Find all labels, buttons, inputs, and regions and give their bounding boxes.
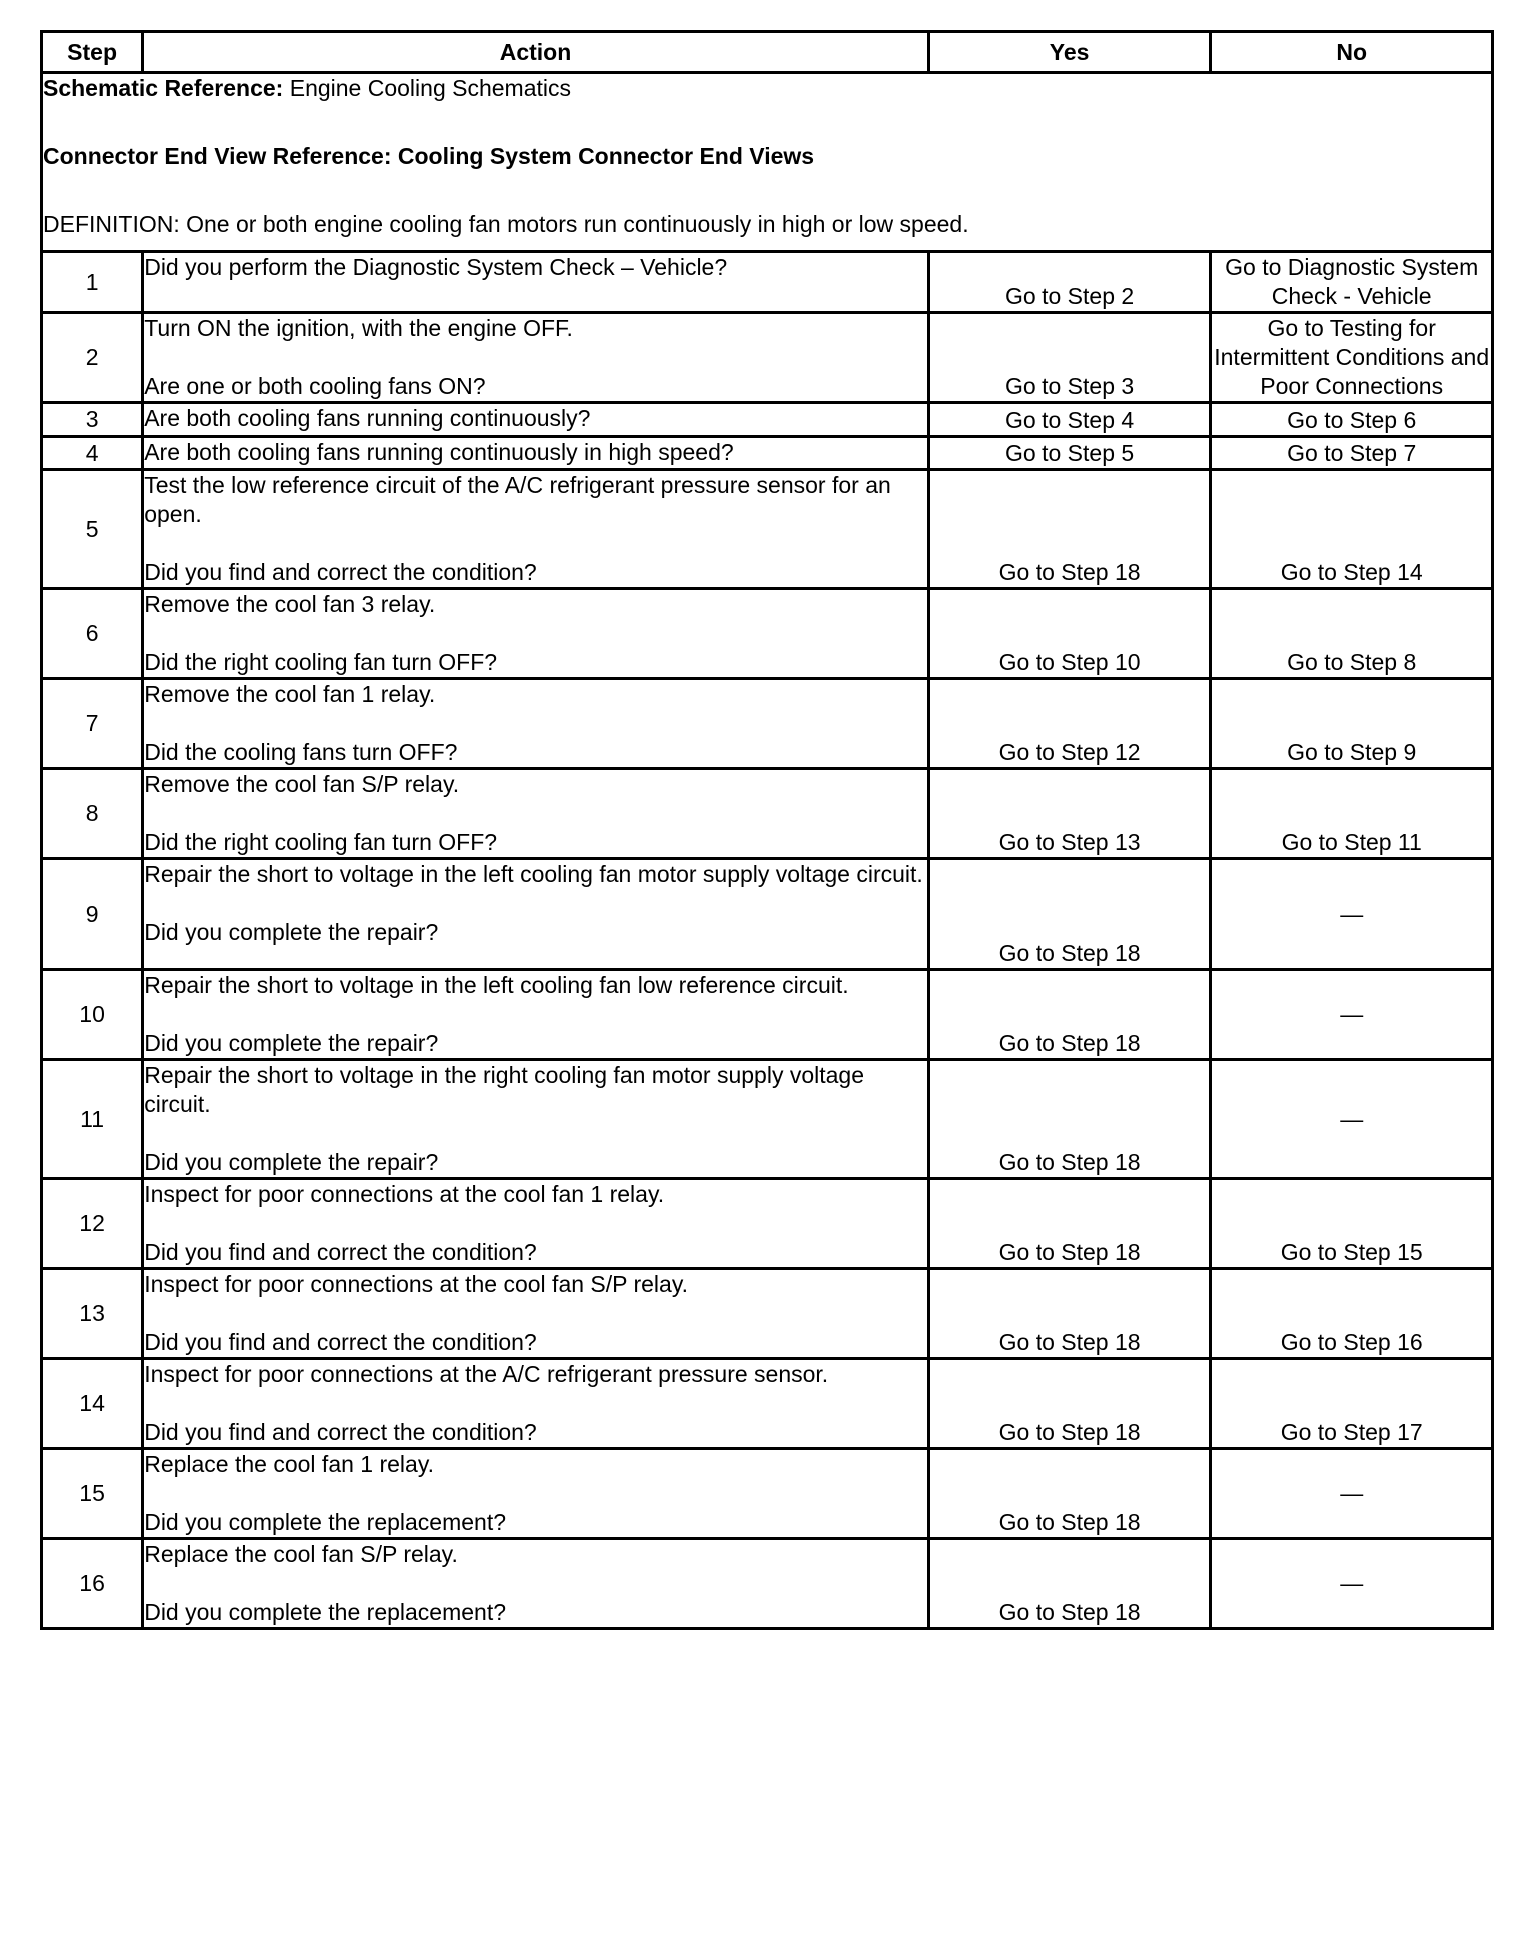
yes-result: Go to Step 18 <box>928 859 1211 970</box>
step-instruction: Remove the cool fan S/P relay. <box>144 771 460 797</box>
step-number: 7 <box>42 679 143 769</box>
no-result-dash: — <box>1211 1060 1493 1179</box>
step-number: 6 <box>42 589 143 679</box>
step-action <box>143 679 929 769</box>
step-action <box>143 859 929 970</box>
reference-row <box>42 73 1493 252</box>
step-action <box>143 970 929 1060</box>
step-number: 13 <box>42 1269 143 1359</box>
step-question: Did you find and correct the condition? <box>144 1419 537 1445</box>
step-row <box>42 437 1493 470</box>
no-result: Go to Step 15 <box>1211 1179 1493 1269</box>
step-row <box>42 769 1493 859</box>
step-question: Are one or both cooling fans ON? <box>144 373 486 399</box>
yes-result: Go to Step 12 <box>928 679 1211 769</box>
schematic-reference <box>43 74 1491 103</box>
step-number: 4 <box>42 437 143 470</box>
step-row <box>42 1359 1493 1449</box>
yes-result: Go to Step 18 <box>928 1269 1211 1359</box>
step-number: 16 <box>42 1539 143 1629</box>
diagnostic-table <box>40 30 1494 1630</box>
no-result-dash: — <box>1211 1449 1493 1539</box>
step-row <box>42 589 1493 679</box>
step-row <box>42 1179 1493 1269</box>
step-row <box>42 1060 1493 1179</box>
header-step: Step <box>42 32 143 73</box>
definition: DEFINITION: One or both engine cooling fan motors run continuously in high or low speed. <box>43 211 969 237</box>
step-row <box>42 1449 1493 1539</box>
step-row <box>42 970 1493 1060</box>
step-row <box>42 859 1493 970</box>
step-instruction: Test the low reference circuit of the A/C refrigerant pressure sensor for an open. <box>144 472 891 527</box>
yes-result: Go to Step 18 <box>928 470 1211 589</box>
no-result-dash: — <box>1211 859 1493 970</box>
header-row <box>42 32 1493 73</box>
no-result: Go to Testing for Intermittent Conditions and Poor Connections <box>1211 313 1493 403</box>
yes-result: Go to Step 2 <box>928 252 1211 313</box>
step-action <box>143 437 929 470</box>
step-instruction: Turn ON the ignition, with the engine OFF. <box>144 315 573 341</box>
step-action <box>143 252 929 313</box>
step-question: Did you complete the replacement? <box>144 1599 507 1625</box>
step-question: Did the right cooling fan turn OFF? <box>144 649 498 675</box>
step-action <box>143 1060 929 1179</box>
step-action <box>143 589 929 679</box>
step-action <box>143 769 929 859</box>
yes-result: Go to Step 3 <box>928 313 1211 403</box>
no-result: Go to Step 7 <box>1211 437 1493 470</box>
step-row <box>42 313 1493 403</box>
yes-result: Go to Step 13 <box>928 769 1211 859</box>
yes-result: Go to Step 18 <box>928 1060 1211 1179</box>
step-question: Did you complete the repair? <box>144 1030 439 1056</box>
yes-result: Go to Step 18 <box>928 1449 1211 1539</box>
reference-cell <box>42 73 1493 252</box>
step-instruction: Remove the cool fan 1 relay. <box>144 681 436 707</box>
step-row <box>42 470 1493 589</box>
step-instruction: Inspect for poor connections at the A/C refrigerant pressure sensor. <box>144 1361 829 1387</box>
step-row <box>42 1539 1493 1629</box>
header-no: No <box>1211 32 1493 73</box>
step-instruction: Repair the short to voltage in the left cooling fan motor supply voltage circuit. <box>144 861 923 887</box>
header-yes: Yes <box>928 32 1211 73</box>
yes-result: Go to Step 18 <box>928 1539 1211 1629</box>
header-action: Action <box>143 32 929 73</box>
step-instruction: Are both cooling fans running continuously in high speed? <box>144 439 734 465</box>
step-row <box>42 1269 1493 1359</box>
no-result-dash: — <box>1211 970 1493 1060</box>
no-result: Go to Step 11 <box>1211 769 1493 859</box>
no-result: Go to Step 14 <box>1211 470 1493 589</box>
yes-result: Go to Step 10 <box>928 589 1211 679</box>
step-instruction: Replace the cool fan S/P relay. <box>144 1541 458 1567</box>
step-question: Did you find and correct the condition? <box>144 1329 537 1355</box>
connector-reference: Connector End View Reference: Cooling System Connector End Views <box>43 143 815 169</box>
step-number: 15 <box>42 1449 143 1539</box>
step-question: Did the cooling fans turn OFF? <box>144 739 458 765</box>
step-question: Did you complete the replacement? <box>144 1509 507 1535</box>
yes-result: Go to Step 18 <box>928 1359 1211 1449</box>
step-action <box>143 1269 929 1359</box>
step-row <box>42 252 1493 313</box>
step-instruction: Inspect for poor connections at the cool fan 1 relay. <box>144 1181 665 1207</box>
no-result: Go to Step 9 <box>1211 679 1493 769</box>
step-number: 1 <box>42 252 143 313</box>
step-instruction: Did you perform the Diagnostic System Check – Vehicle? <box>144 254 728 280</box>
step-number: 9 <box>42 859 143 970</box>
step-action <box>143 470 929 589</box>
step-action <box>143 403 929 437</box>
step-number: 5 <box>42 470 143 589</box>
no-result-dash: — <box>1211 1539 1493 1629</box>
step-instruction: Inspect for poor connections at the cool fan S/P relay. <box>144 1271 689 1297</box>
step-question: Did you find and correct the condition? <box>144 559 537 585</box>
yes-result: Go to Step 18 <box>928 970 1211 1060</box>
step-action <box>143 1539 929 1629</box>
schematic-reference-label: Schematic Reference: <box>43 75 284 101</box>
no-result: Go to Step 16 <box>1211 1269 1493 1359</box>
step-question: Did you find and correct the condition? <box>144 1239 537 1265</box>
step-row <box>42 403 1493 437</box>
step-instruction: Replace the cool fan 1 relay. <box>144 1451 435 1477</box>
step-action <box>143 1359 929 1449</box>
step-instruction: Repair the short to voltage in the left cooling fan low reference circuit. <box>144 972 849 998</box>
no-result: Go to Step 8 <box>1211 589 1493 679</box>
yes-result: Go to Step 5 <box>928 437 1211 470</box>
step-number: 10 <box>42 970 143 1060</box>
step-action <box>143 313 929 403</box>
step-row <box>42 679 1493 769</box>
step-instruction: Repair the short to voltage in the right cooling fan motor supply voltage circuit. <box>144 1062 865 1117</box>
yes-result: Go to Step 18 <box>928 1179 1211 1269</box>
step-number: 2 <box>42 313 143 403</box>
no-result: Go to Diagnostic System Check - Vehicle <box>1211 252 1493 313</box>
step-number: 3 <box>42 403 143 437</box>
step-number: 11 <box>42 1060 143 1179</box>
step-instruction: Are both cooling fans running continuously? <box>144 405 591 431</box>
no-result: Go to Step 17 <box>1211 1359 1493 1449</box>
step-number: 8 <box>42 769 143 859</box>
yes-result: Go to Step 4 <box>928 403 1211 437</box>
step-rows <box>42 252 1493 1629</box>
step-question: Did you complete the repair? <box>144 1149 439 1175</box>
step-action <box>143 1449 929 1539</box>
step-number: 14 <box>42 1359 143 1449</box>
no-result: Go to Step 6 <box>1211 403 1493 437</box>
step-question: Did the right cooling fan turn OFF? <box>144 829 498 855</box>
schematic-reference-value: Engine Cooling Schematics <box>283 75 572 101</box>
step-number: 12 <box>42 1179 143 1269</box>
step-action <box>143 1179 929 1269</box>
step-instruction: Remove the cool fan 3 relay. <box>144 591 436 617</box>
step-question: Did you complete the repair? <box>144 919 439 945</box>
